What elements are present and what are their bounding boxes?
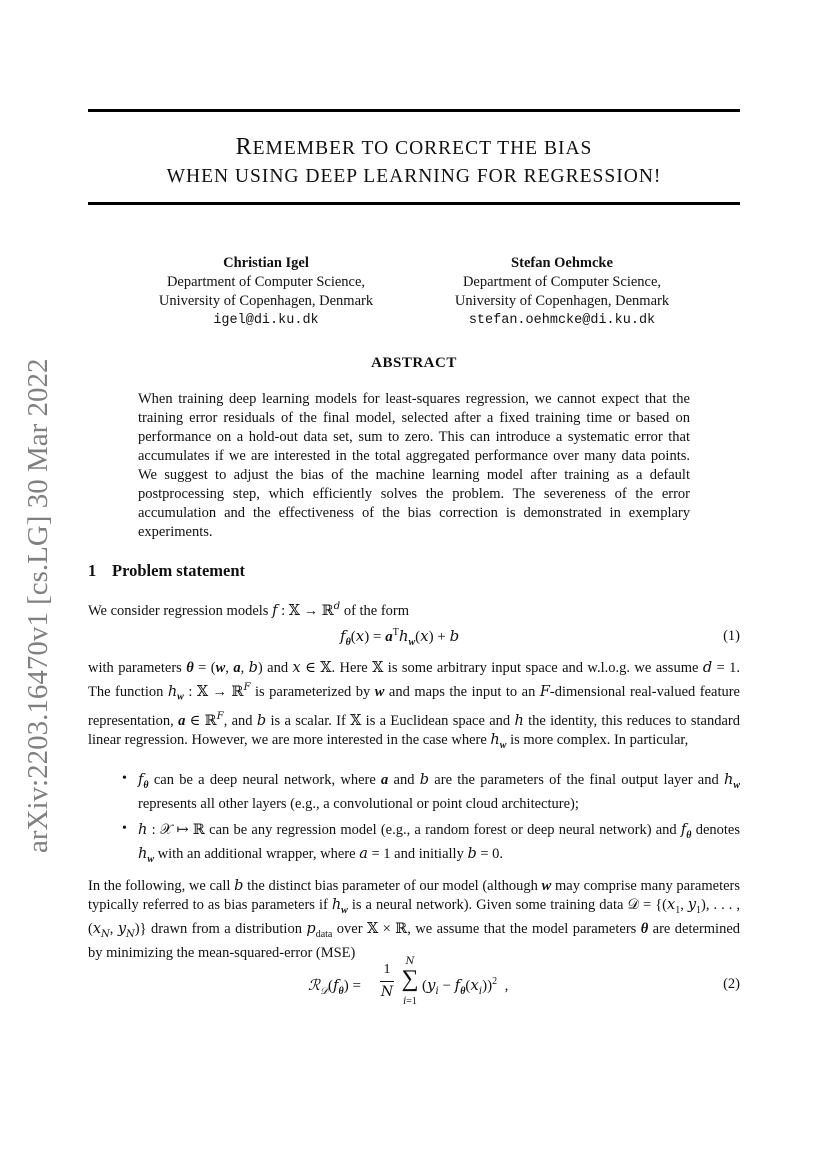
equation-1: $f_\theta(x) = a^Th_w(x) + b$ <box>340 627 460 648</box>
arxiv-stamp: arXiv:2203.16470v1 [cs.LG] 30 Mar 2022 <box>22 358 54 853</box>
paper-title: REMEMBER TO CORRECT THE BIAS WHEN USING DEEP LEARNING FOR REGRESSION! <box>166 134 662 187</box>
equation-2-number: (2) <box>723 976 740 992</box>
title-rule-bottom <box>88 202 740 205</box>
author-2: Stefan Oehmcke Department of Computer Science, University of Copenhagen, Denmark stefan.oehmcke@di.ku.dk <box>454 255 670 328</box>
bullet-2: h : 𝒳 ↦ ℝ can be any regression model (e.g., a random forest or deep neural network) and $f_\theta$ denotes $h_w$ with an additional wrapper, where a = 1 and initially b = 0. <box>138 822 740 865</box>
bullet-dot: • <box>122 771 127 786</box>
paragraph-mse: In the following, we call b the distinct bias parameter of our model (although w may comprise many parameters typically referred to as bias parameters if $h_w$ is a neural network). Given some training data 𝒟 = {($x_1$, $y_1$), . . . , ($x_N$, $y_N$)} drawn from a distribution $p_{data}$ over 𝕏 × ℝ, we assume that the model parameters θ are determined by minimizing the mean-squared-error (MSE) <box>88 878 741 961</box>
title-rule-top <box>88 109 740 112</box>
paragraph-intro: We consider regression models f : 𝕏 → ℝ$^d$ of the form <box>88 601 410 619</box>
equation-1-number: (1) <box>723 628 740 644</box>
bullet-1: $f_\theta$ can be a deep neural network, where a and b are the parameters of the final output layer and $h_w$ represents all other layers (e.g., a convolutional or point cloud architecture); <box>138 772 740 812</box>
paragraph-parameters: with parameters θ = (w, a, b) and x ∈ 𝕏. Here 𝕏 is some arbitrary input space and w.l.o.g. we assume d = 1. The function $h_w$ : 𝕏 → ℝ$^F$ is parameterized by w and maps the input to an F-dimensional real-valued feature representation, a ∈ ℝ$^F$, and b is a scalar. If 𝕏 is a Euclidean space and h the identity, this reduces to standard linear regression. However, we are more interested in the case where $h_w$ is more complex. In particular, <box>88 660 741 751</box>
abstract-heading: ABSTRACT <box>371 355 457 371</box>
equation-2: $ℛ_𝒟(f_\theta)$ = 1 N N ∑ i=1 $(y_i - f_\theta(x_i))^2$ , <box>308 956 509 1007</box>
author-1: Christian Igel Department of Computer Science, University of Copenhagen, Denmark igel@di.ku.dk <box>158 255 374 328</box>
abstract-text: When training deep learning models for least-squares regression, we cannot expect that the training error residuals of the final model, selected after a fixed training time or based on performance on a hold-out data set, sum to zero. This can introduce a systematic error that accumulates if we are interested in the total aggregated performance over many data points. We suggest to adjust the bias of the machine learning model after training as a default postprocessing step, which efficiently solves the problem. The severeness of the error accumulation and the effectiveness of the bias correction is demonstrated in exemplary experiments. <box>138 391 690 540</box>
section-heading: 1 Problem statement <box>88 561 246 580</box>
bullet-dot: • <box>122 821 127 836</box>
